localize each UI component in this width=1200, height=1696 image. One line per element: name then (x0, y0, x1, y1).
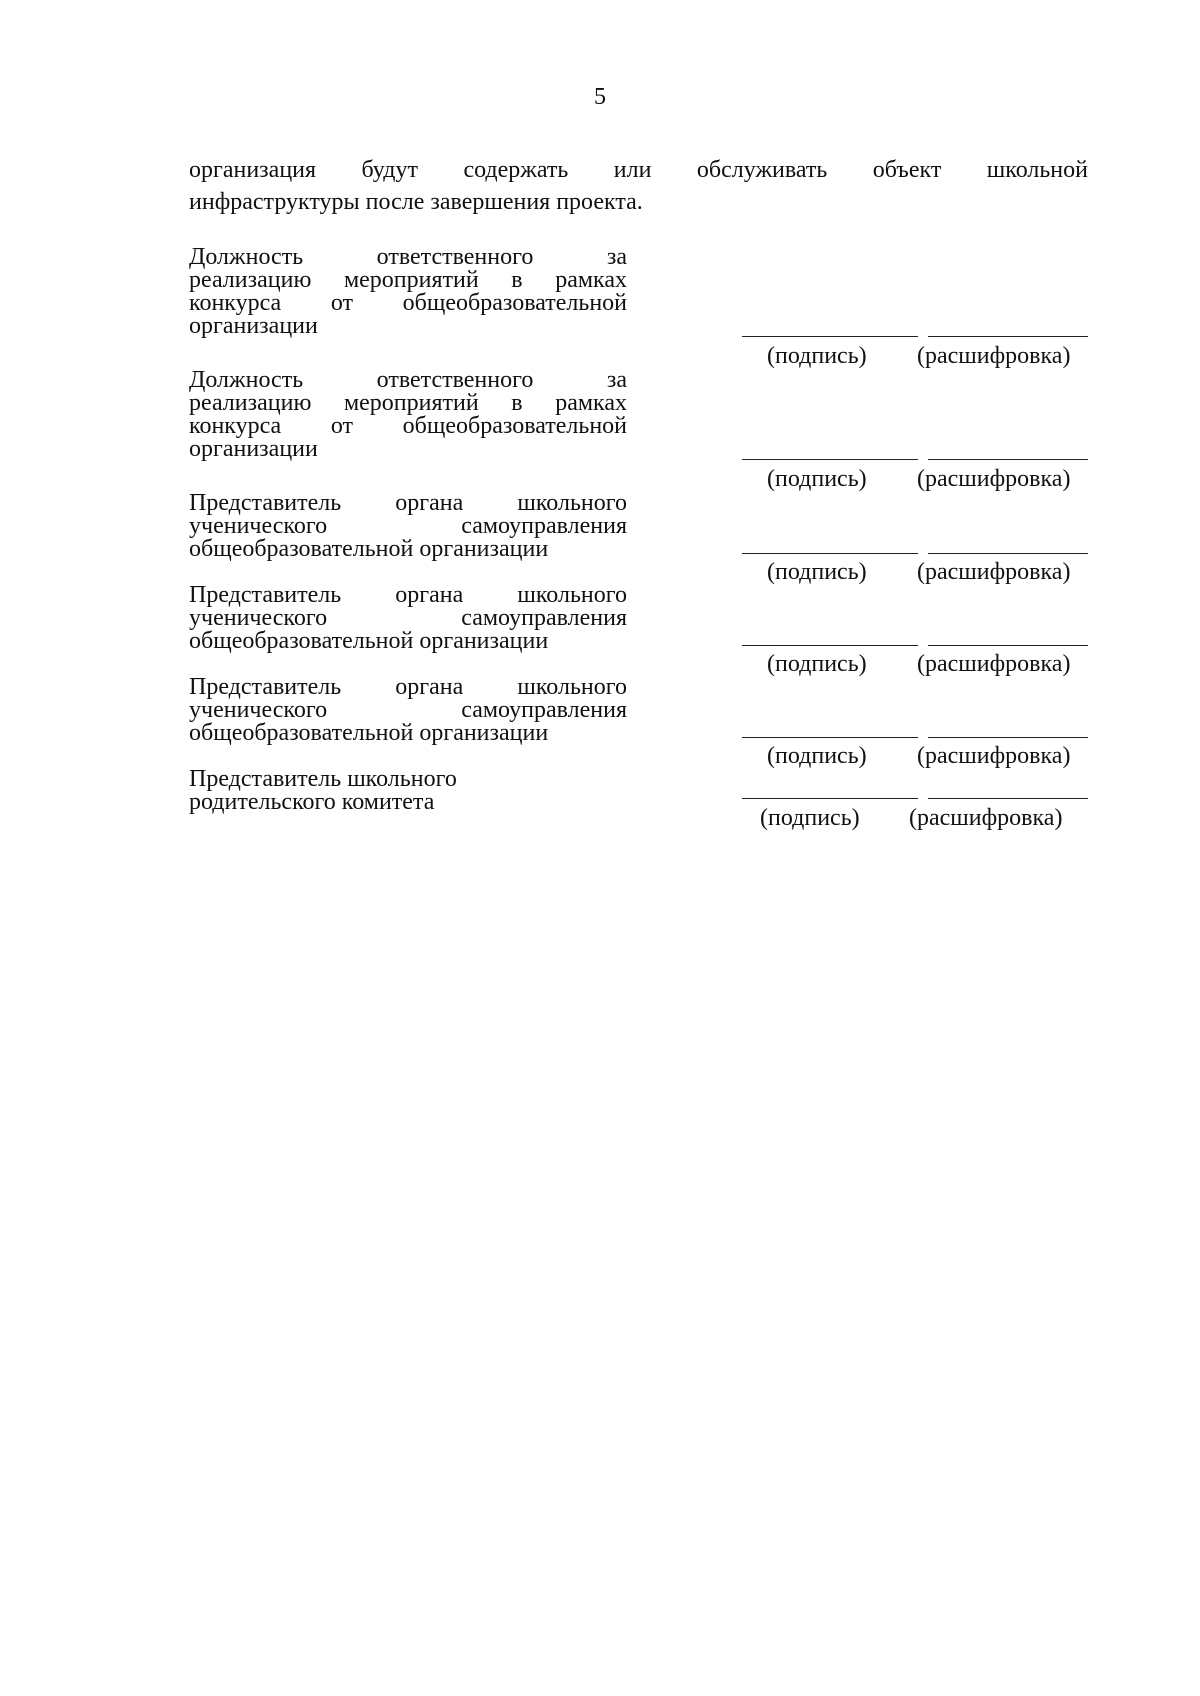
signature-caption: (подпись) (760, 805, 860, 831)
label-line: ученического самоуправления (189, 697, 627, 723)
label-line: Должность ответственного за (189, 367, 627, 393)
signature-line[interactable] (742, 459, 918, 460)
label-line: реализацию мероприятий в рамках (189, 390, 627, 416)
signatory-label (189, 369, 627, 461)
decoding-line[interactable] (928, 737, 1088, 738)
page-number: 5 (594, 84, 606, 110)
label-line: конкурса от общеобразовательной (189, 290, 627, 316)
decoding-caption: (расшифровка) (909, 805, 1063, 831)
label-line: общеобразовательной организации (189, 536, 549, 562)
signatory-label (189, 676, 627, 745)
decoding-line[interactable] (928, 798, 1088, 799)
decoding-caption: (расшифровка) (917, 343, 1071, 369)
intro-line-1: организация будут содержать или обслуживать объект школьной (189, 157, 1088, 183)
signature-caption: (подпись) (767, 466, 867, 492)
label-line: общеобразовательной организации (189, 720, 549, 746)
label-line: ученического самоуправления (189, 513, 627, 539)
label-line: Представитель органа школьного (189, 490, 627, 516)
label-line: Представитель школьного (189, 766, 457, 792)
label-line: ученического самоуправления (189, 605, 627, 631)
decoding-line[interactable] (928, 459, 1088, 460)
label-line: Должность ответственного за (189, 244, 627, 270)
decoding-caption: (расшифровка) (917, 743, 1071, 769)
label-line: конкурса от общеобразовательной (189, 413, 627, 439)
signature-caption: (подпись) (767, 651, 867, 677)
label-line: организации (189, 436, 318, 462)
signature-caption: (подпись) (767, 743, 867, 769)
signatory-label (189, 246, 627, 338)
signatory-label (189, 584, 627, 653)
label-line: Представитель органа школьного (189, 674, 627, 700)
label-line: реализацию мероприятий в рамках (189, 267, 627, 293)
signatory-label (189, 492, 627, 561)
signatory-label (189, 768, 627, 814)
label-line: общеобразовательной организации (189, 628, 549, 654)
decoding-line[interactable] (928, 336, 1088, 337)
signature-line[interactable] (742, 553, 918, 554)
intro-line-2: инфраструктуры после завершения проекта. (189, 189, 643, 215)
signature-line[interactable] (742, 798, 918, 799)
signature-caption: (подпись) (767, 343, 867, 369)
signature-line[interactable] (742, 336, 918, 337)
decoding-caption: (расшифровка) (917, 559, 1071, 585)
label-line: Представитель органа школьного (189, 582, 627, 608)
decoding-line[interactable] (928, 645, 1088, 646)
decoding-caption: (расшифровка) (917, 651, 1071, 677)
decoding-caption: (расшифровка) (917, 466, 1071, 492)
signature-line[interactable] (742, 737, 918, 738)
label-line: организации (189, 313, 318, 339)
label-line: родительского комитета (189, 789, 435, 815)
decoding-line[interactable] (928, 553, 1088, 554)
signature-caption: (подпись) (767, 559, 867, 585)
signature-line[interactable] (742, 645, 918, 646)
intro-paragraph (189, 154, 1088, 218)
